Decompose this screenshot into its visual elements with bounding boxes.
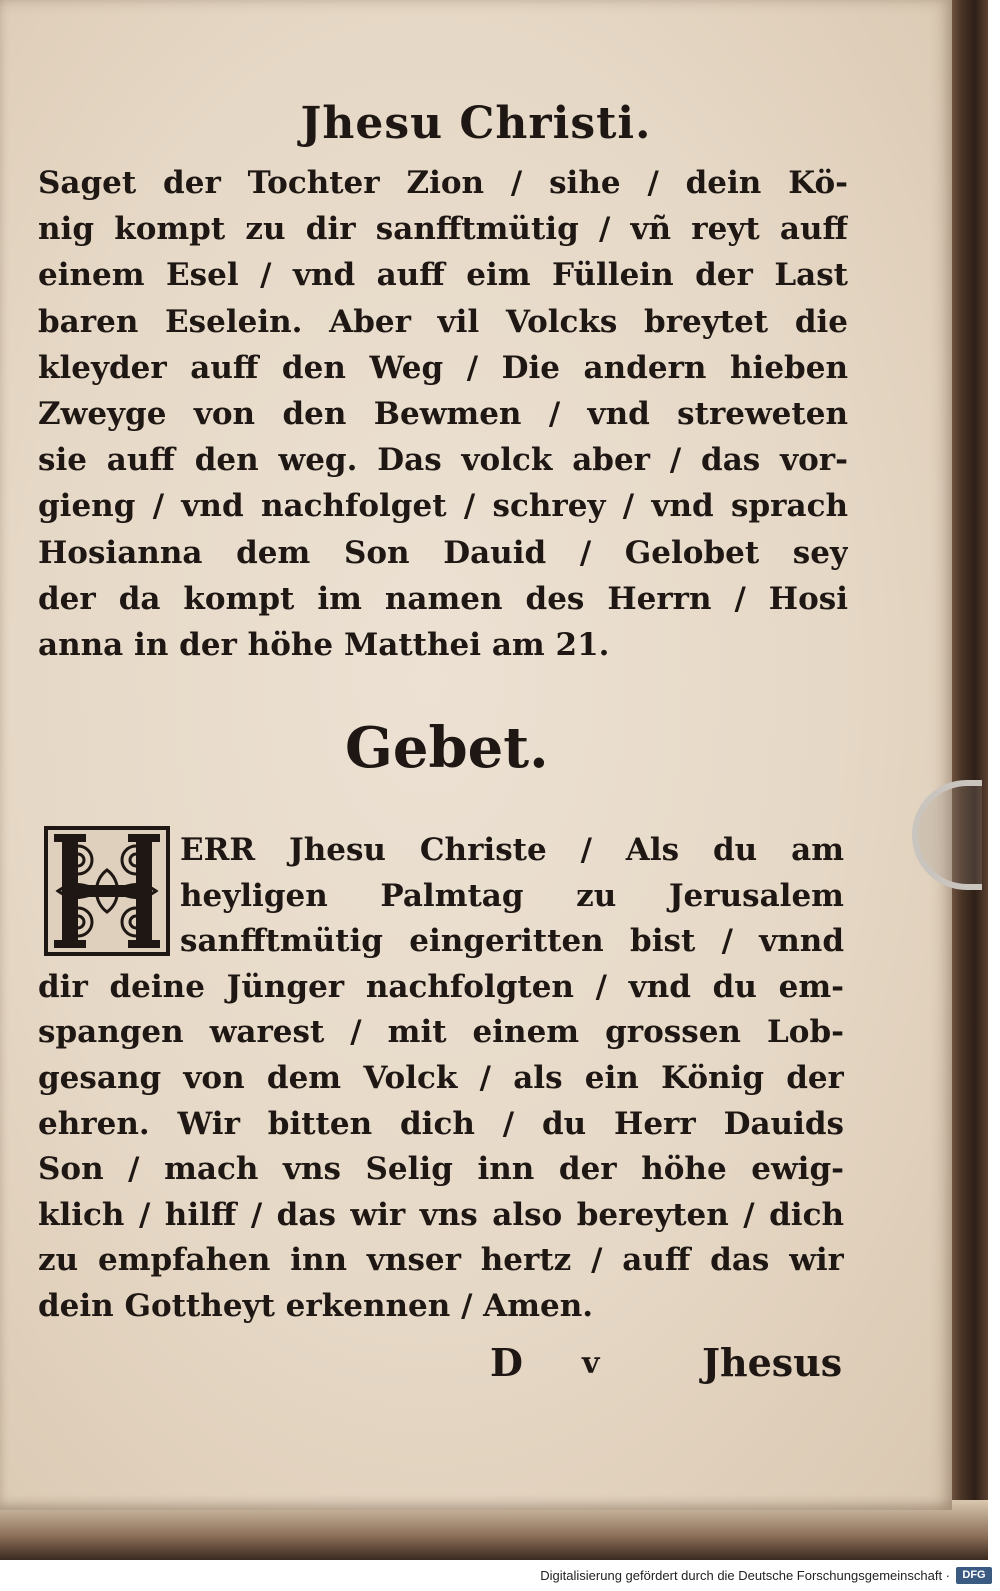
text-line: baren Eselein. Aber vil Volcks breytet die	[38, 303, 848, 340]
text-line: Zweyge von den Bewmen / vnd streweten	[38, 395, 848, 432]
text-line: dir deine Jünger nachfolgten / vnd du em-	[38, 968, 844, 1005]
catchword-line	[490, 1340, 850, 1400]
text-line: sie auff den weg. Das volck aber / das vor-	[38, 442, 848, 479]
signature-letter: D	[490, 1340, 523, 1385]
text-line: Son / mach vns Selig inn der höhe ewig-	[38, 1151, 844, 1188]
footer-bar	[0, 1563, 1000, 1591]
text-line: dein Gottheyt erkennen / Amen.	[38, 1287, 594, 1324]
signature-number: v	[582, 1346, 600, 1381]
gospel-paragraph	[38, 160, 848, 668]
text-line: nig kompt zu dir sanfftmütig / vñ reyt auff	[38, 211, 848, 248]
text-line: gieng / vnd nachfolget / schrey / vnd sprach	[38, 488, 848, 525]
catchword-word: Jhesus	[702, 1340, 843, 1385]
text-line: kleyder auff den Weg / Die andern hieben	[38, 349, 848, 386]
text-line: spangen warest / mit einem grossen Lob-	[38, 1014, 844, 1051]
prayer-paragraph	[38, 828, 844, 1330]
text-line: der da kompt im namen des Herrn / Hosi	[38, 580, 848, 617]
text-line: Hosianna dem Son Dauid / Gelobet sey	[38, 534, 848, 571]
text-line: ERR Jhesu Christe / Als du am	[180, 832, 844, 868]
text-line: zu empfahen inn vnser hertz / auff das wir	[38, 1242, 844, 1279]
text-line: anna in der höhe Matthei am 21.	[38, 626, 610, 663]
text-line: einem Esel / vnd auff eim Füllein der Last	[38, 257, 848, 294]
running-head: Jhesu Christi.	[300, 98, 652, 149]
text-line: ehren. Wir bitten dich / du Herr Dauids	[38, 1105, 844, 1142]
text-line: Saget der Tochter Zion / sihe / dein Kö-	[38, 165, 848, 201]
text-line: heyligen Palmtag zu Jerusalem	[180, 877, 844, 914]
text-line: gesang von dem Volck / als ein König der	[38, 1059, 844, 1096]
text-line: klich / hilff / das wir vns also bereyten / dich	[38, 1196, 844, 1233]
funding-credit: Digitalisierung gefördert durch die Deutsche Forschungsgemeinschaft ·	[540, 1568, 950, 1583]
text-line: sanfftmütig eingeritten bist / vnnd	[180, 923, 844, 960]
section-title: Gebet.	[345, 715, 549, 781]
dfg-logo-icon: DFG	[956, 1567, 992, 1584]
